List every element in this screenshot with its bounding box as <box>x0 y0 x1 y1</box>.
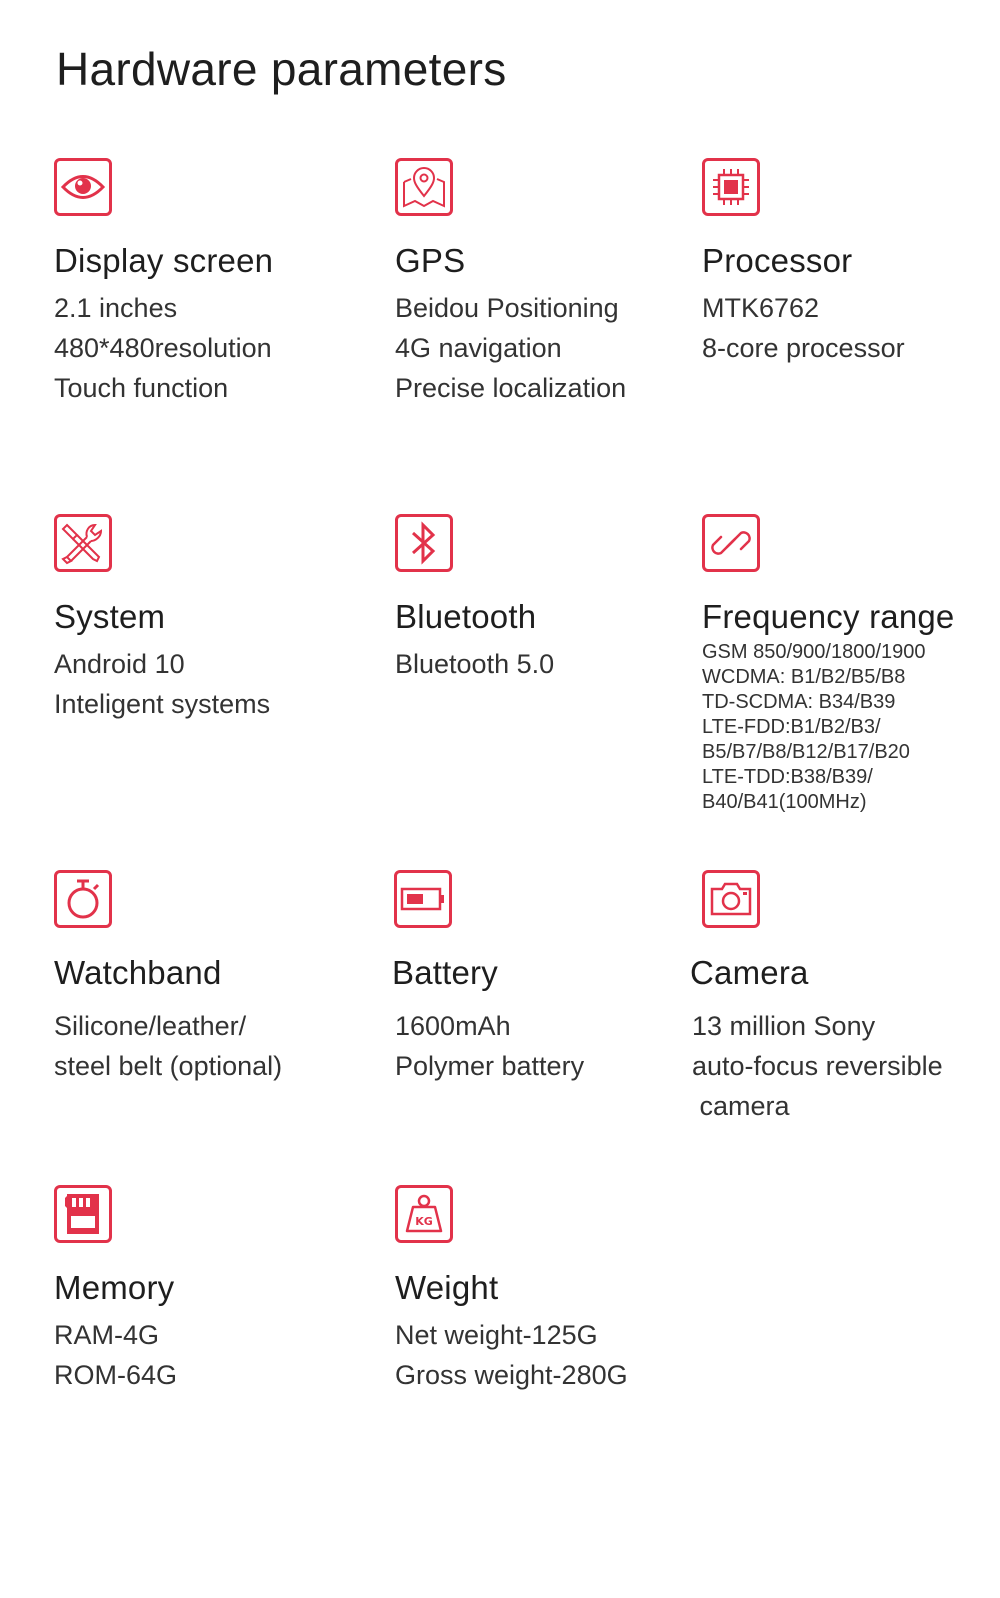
spec-line: ROM-64G <box>54 1360 178 1390</box>
spec-line: 1600mAh <box>395 1011 511 1041</box>
spec-title: Battery <box>392 954 498 991</box>
spec-title: Frequency range <box>702 598 955 635</box>
spec-line: auto-focus reversible <box>692 1051 943 1081</box>
spec-line: RAM-4G <box>54 1320 160 1350</box>
spec-title: System <box>54 598 166 635</box>
spec-line: Net weight-125G <box>395 1320 598 1350</box>
camera-icon <box>702 870 760 928</box>
spec-battery <box>392 870 584 1086</box>
spec-frequency-range <box>702 514 954 815</box>
weight-label: KG <box>415 1215 433 1228</box>
map-pin-icon <box>395 158 453 216</box>
spec-line: 13 million Sony <box>692 1011 876 1041</box>
spec-line: TD-SCDMA: B34/B39 <box>702 691 896 713</box>
spec-line: Beidou Positioning <box>395 293 619 323</box>
spec-line: Touch function <box>54 373 229 403</box>
spec-line: 8-core processor <box>702 333 905 363</box>
spec-line: Polymer battery <box>395 1051 585 1081</box>
spec-title: GPS <box>395 242 466 279</box>
spec-line: Precise localization <box>395 373 627 403</box>
spec-line: camera <box>692 1091 790 1121</box>
bluetooth-icon <box>395 514 453 572</box>
spec-line: 480*480resolution <box>54 333 272 363</box>
stopwatch-icon <box>54 870 112 928</box>
spec-camera <box>690 870 943 1126</box>
spec-line: Android 10 <box>54 649 185 679</box>
spec-line: B5/B7/B8/B12/B17/B20 <box>702 741 910 763</box>
spec-line: steel belt (optional) <box>54 1051 283 1081</box>
link-icon <box>702 514 760 572</box>
spec-line: 2.1 inches <box>54 293 178 323</box>
spec-title: Watchband <box>54 954 222 991</box>
spec-display-screen <box>54 158 273 408</box>
spec-line: 4G navigation <box>395 333 562 363</box>
spec-system <box>54 514 270 724</box>
spec-title: Bluetooth <box>395 598 537 635</box>
spec-line: B40/B41(100MHz) <box>702 791 867 813</box>
tools-icon <box>54 514 112 572</box>
spec-weight <box>395 1185 628 1395</box>
spec-title: Memory <box>54 1269 175 1306</box>
chip-icon <box>702 158 760 216</box>
spec-line: Inteligent systems <box>54 689 271 719</box>
spec-memory <box>54 1185 177 1395</box>
spec-line: WCDMA: B1/B2/B5/B8 <box>702 666 906 688</box>
spec-line: LTE-FDD:B1/B2/B3/ <box>702 716 881 738</box>
spec-line: Gross weight-280G <box>395 1360 628 1390</box>
sd-card-icon <box>54 1185 112 1243</box>
spec-title: Weight <box>395 1269 499 1306</box>
spec-gps <box>395 158 626 408</box>
spec-title: Display screen <box>54 242 274 279</box>
spec-line: Silicone/leather/ <box>54 1011 247 1041</box>
spec-processor <box>702 158 905 368</box>
eye-icon <box>54 158 112 216</box>
spec-line: GSM 850/900/1800/1900 <box>702 641 926 663</box>
spec-bluetooth <box>395 514 554 684</box>
battery-icon <box>394 870 452 928</box>
spec-watchband <box>54 870 282 1086</box>
spec-line: Bluetooth 5.0 <box>395 649 555 679</box>
page-title: Hardware parameters <box>56 43 507 95</box>
weight-icon <box>395 1185 453 1243</box>
spec-title: Processor <box>702 242 853 279</box>
spec-line: LTE-TDD:B38/B39/ <box>702 766 873 788</box>
spec-line: MTK6762 <box>702 293 820 323</box>
spec-title: Camera <box>690 954 809 991</box>
